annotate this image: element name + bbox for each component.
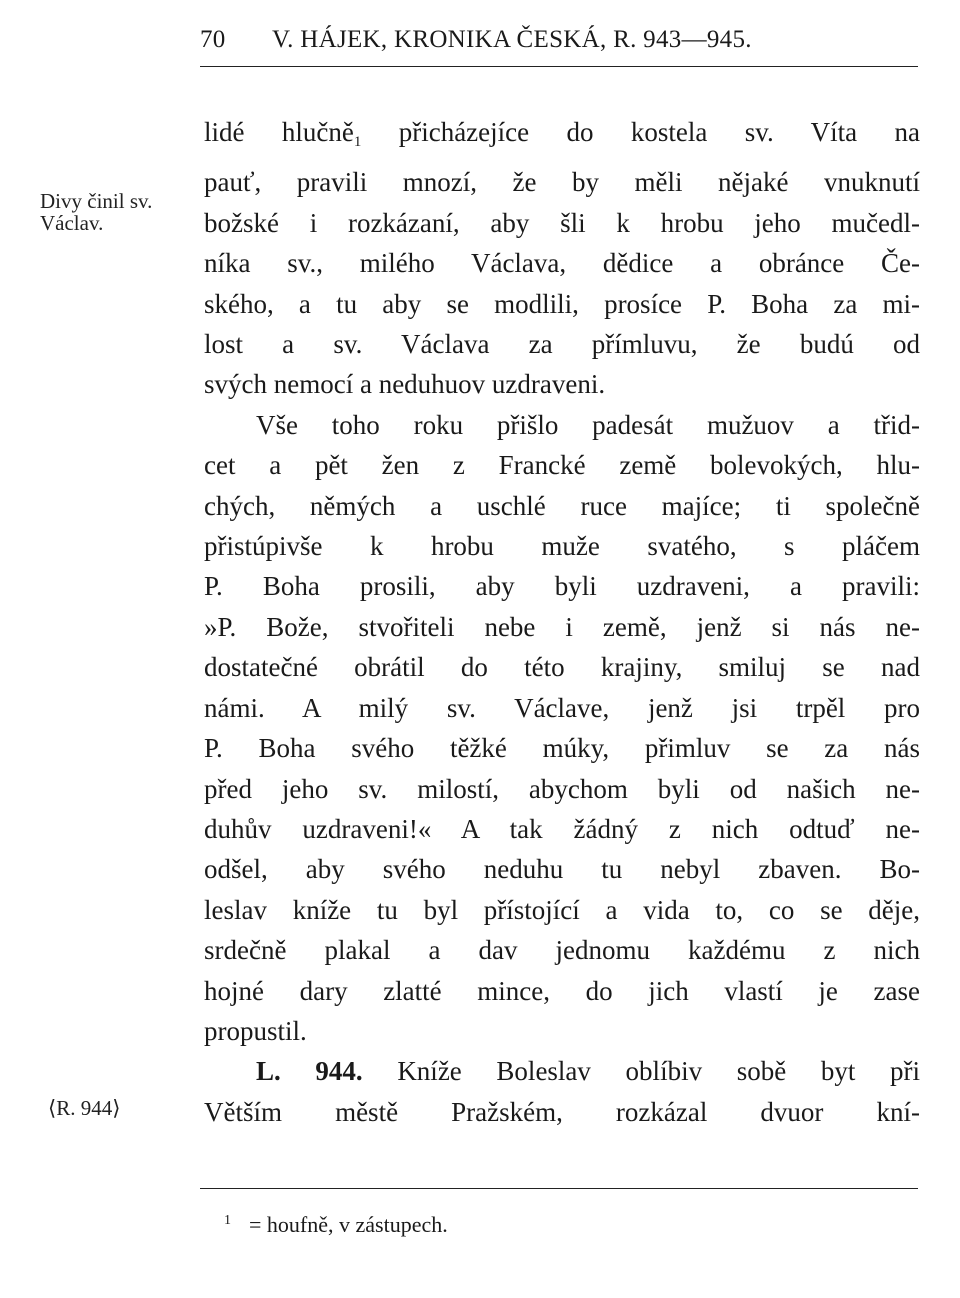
year-heading: L. 944. [256,1056,363,1087]
text-line: P. Boha svého těžké múky, přimluv se za nás [204,733,920,764]
text-line: P. Boha prosili, aby byli uzdraveni, a pravili: [204,571,920,602]
footnote-text: = houfně, v zástupech. [249,1212,448,1237]
main-text [204,112,920,1132]
text-line: duhův uzdraveni!« A tak žádný z nich odtuď ne- [204,813,920,844]
text-line: propustil. [204,1015,307,1046]
text-line: božské i rozkázaní, aby šli k hrobu jeho mučedl- [204,207,920,238]
text-line: cet a pět žen z Francké země bolevokých, hlu- [204,450,920,481]
footnote-reference: 1 [353,134,362,150]
margin-note: Divy činil sv. Václav. [40,189,153,235]
text-line: »P. Bože, stvořiteli nebe i země, jenž si nás ne- [204,611,920,642]
text-line: před jeho sv. milostí, abychom byli od našich ne- [204,773,920,804]
text-line: přistúpivše k hrobu muže svatého, s pláčem [204,531,920,562]
page-number: 70 [200,26,226,53]
text-line: L. 944. Kníže Boleslav oblíbiv sobě byt při [256,1056,920,1087]
text-line: svých nemocí a neduhuov uzdraveni. [204,369,606,400]
text-line: lost a sv. Václava za přímluvu, že budú od [204,329,920,360]
text-line: hojné dary zlatté mince, do jich vlastí je zase [204,975,920,1006]
text-line: ského, a tu aby se modlili, prosíce P. Boha za mi- [204,288,920,319]
text-line: níka sv., milého Václava, dědice a obránce Če- [204,248,920,279]
running-header [200,26,920,54]
text-line: srdečně plakal a dav jednomu každému z nich [204,935,920,966]
text-line: Větším městě Pražském, rozkázal dvuor kní- [204,1096,920,1127]
text-line: námi. A milý sv. Václave, jenž jsi trpěl pro [204,692,920,723]
text-line: dostatečné obrátil do této krajiny, smiluj se nad [204,652,920,683]
margin-year-marker: ⟨R. 944⟩ [48,1096,121,1120]
running-title: V. HÁJEK, KRONIKA ČESKÁ, R. 943—945. [272,26,752,53]
footnote [224,1212,448,1238]
text-line: lidé hlučně$_1$ přicházejíce do kostela sv. Víta na [204,117,920,150]
text-line: chých, němých a uschlé ruce majíce; ti společně [204,490,920,521]
text-line: odšel, aby svého neduhu tu nebyl zbaven. Bo- [204,854,920,885]
header-rule [200,66,918,67]
footnote-rule [200,1188,918,1189]
text-line: Vše toho roku přišlo padesát mužuov a třid- [256,409,920,440]
text-line: leslav kníže tu byl přístojící a vida to, co se děje, [204,894,920,925]
footnote-marker: 1 [224,1213,231,1228]
text-line: pauť, pravili mnozí, že by měli nějaké vnuknutí [204,167,920,198]
